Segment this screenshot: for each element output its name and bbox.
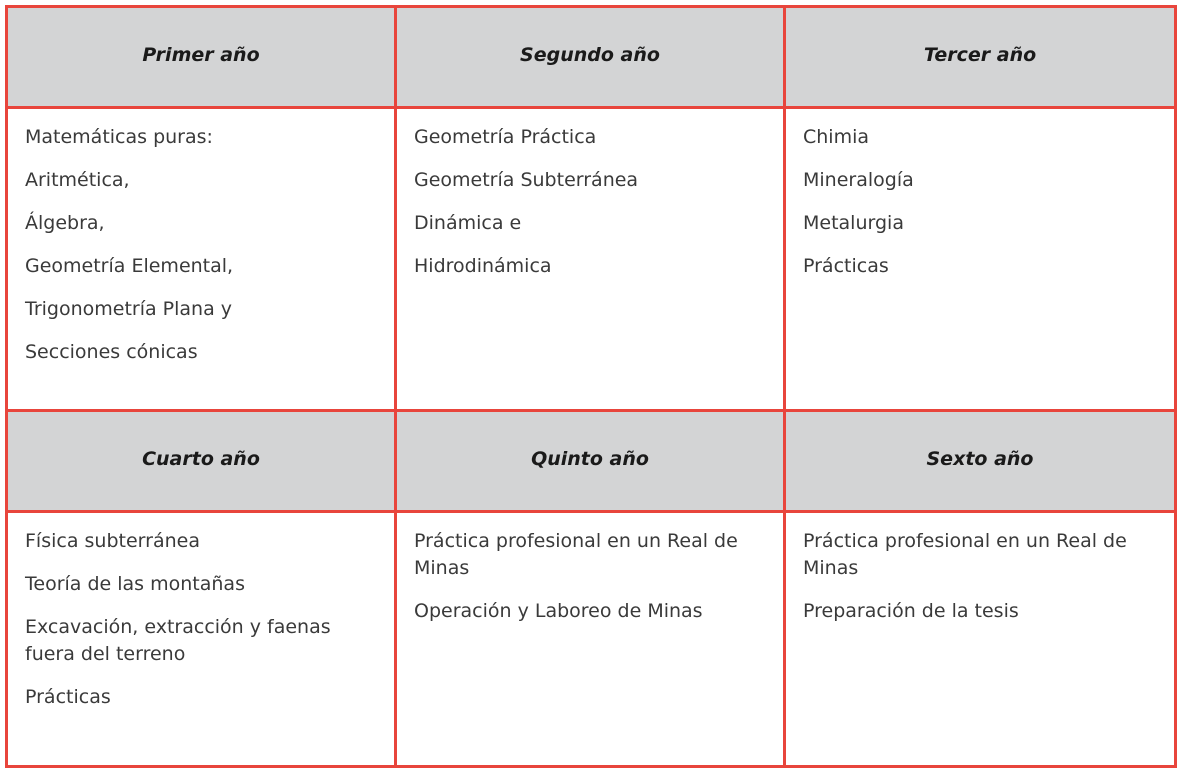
header-cell-year-5	[397, 412, 786, 513]
subject-item: Operación y Laboreo de Minas	[414, 600, 703, 622]
subject-item: Aritmética,	[25, 169, 130, 191]
subject-item: Metalurgia	[803, 212, 904, 234]
body-cell-year-2	[397, 109, 786, 412]
curriculum-table	[5, 5, 1177, 768]
body-cell-year-6	[786, 513, 1174, 765]
subject-item: Álgebra,	[25, 212, 105, 234]
subject-item: Matemáticas puras:	[25, 126, 213, 148]
subject-item: Teoría de las montañas	[25, 573, 245, 595]
subject-item: Geometría Práctica	[414, 126, 597, 148]
header-cell-year-4	[8, 412, 397, 513]
subject-item: Práctica profesional en un Real de Minas	[414, 530, 738, 579]
header-title: Tercer año	[923, 44, 1037, 66]
header-cell-year-3	[786, 8, 1174, 109]
header-cell-year-6	[786, 412, 1174, 513]
subject-item: Chimia	[803, 126, 870, 148]
subject-item: Geometría Subterránea	[414, 169, 639, 191]
header-cell-year-1	[8, 8, 397, 109]
subject-item: Secciones cónicas	[25, 341, 198, 363]
header-title: Sexto año	[926, 448, 1034, 470]
header-title: Segundo año	[520, 44, 660, 66]
subject-item: Mineralogía	[803, 169, 914, 191]
subject-item: Física subterránea	[25, 530, 200, 552]
subject-item: Prácticas	[803, 255, 889, 277]
body-cell-year-4	[8, 513, 397, 765]
subject-item: Hidrodinámica	[414, 255, 552, 277]
body-cell-year-1	[8, 109, 397, 412]
header-title: Cuarto año	[142, 448, 260, 470]
header-title: Primer año	[142, 44, 260, 66]
subject-item: Excavación, extracción y faenas fuera del terreno	[25, 616, 331, 665]
subject-item: Práctica profesional en un Real de Minas	[803, 530, 1127, 579]
subject-item: Preparación de la tesis	[803, 600, 1019, 622]
subject-item: Dinámica e	[414, 212, 522, 234]
subject-item: Prácticas	[25, 686, 111, 708]
body-cell-year-5	[397, 513, 786, 765]
header-cell-year-2	[397, 8, 786, 109]
subject-item: Geometría Elemental,	[25, 255, 234, 277]
subject-item: Trigonometría Plana y	[25, 298, 233, 320]
body-cell-year-3	[786, 109, 1174, 412]
header-title: Quinto año	[531, 448, 649, 470]
